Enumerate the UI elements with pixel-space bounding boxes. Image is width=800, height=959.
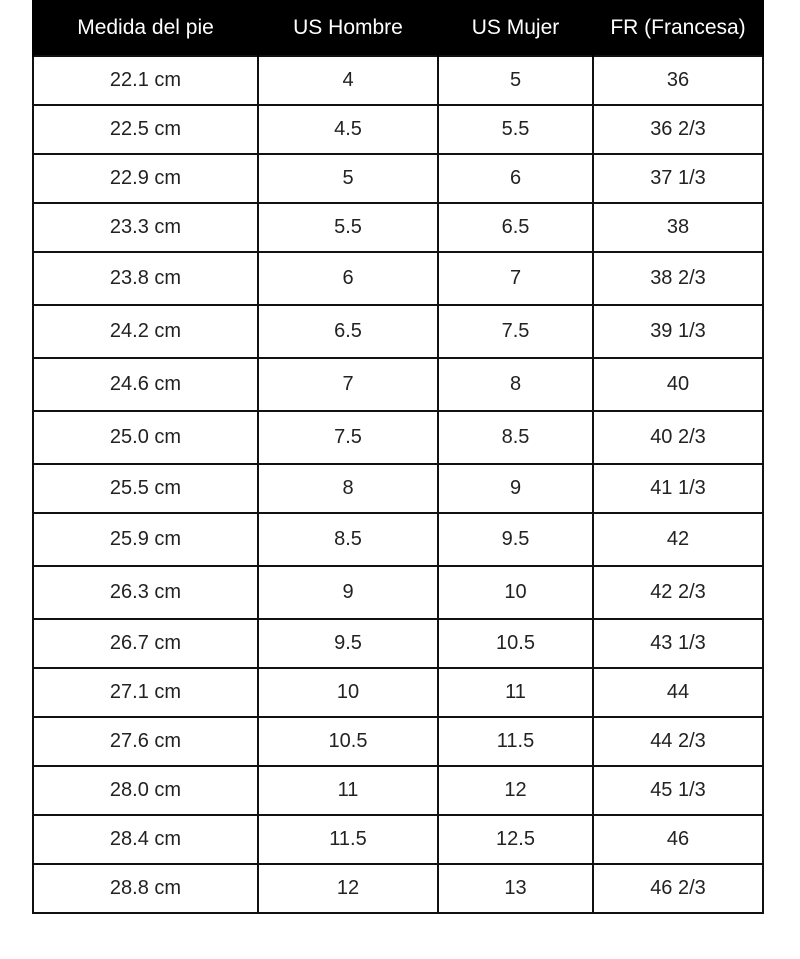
cell-fr: 44 2/3 bbox=[593, 717, 763, 766]
cell-us-men: 8 bbox=[258, 464, 438, 513]
cell-foot-length: 22.5 cm bbox=[33, 105, 258, 154]
cell-us-men: 5 bbox=[258, 154, 438, 203]
table-row bbox=[33, 56, 763, 105]
cell-fr: 44 bbox=[593, 668, 763, 717]
table-row bbox=[33, 864, 763, 913]
table-row bbox=[33, 411, 763, 464]
table-body bbox=[33, 56, 763, 913]
table-row bbox=[33, 766, 763, 815]
cell-us-men: 9.5 bbox=[258, 619, 438, 668]
table-row bbox=[33, 305, 763, 358]
cell-foot-length: 25.0 cm bbox=[33, 411, 258, 464]
cell-us-women: 9 bbox=[438, 464, 593, 513]
size-table bbox=[32, 0, 764, 914]
cell-us-men: 8.5 bbox=[258, 513, 438, 566]
header-row bbox=[33, 0, 763, 56]
cell-fr: 41 1/3 bbox=[593, 464, 763, 513]
table-row bbox=[33, 105, 763, 154]
cell-foot-length: 28.4 cm bbox=[33, 815, 258, 864]
cell-us-women: 12.5 bbox=[438, 815, 593, 864]
table-header bbox=[33, 0, 763, 56]
cell-fr: 36 2/3 bbox=[593, 105, 763, 154]
cell-us-women: 7 bbox=[438, 252, 593, 305]
table-row bbox=[33, 252, 763, 305]
cell-us-women: 11 bbox=[438, 668, 593, 717]
cell-fr: 37 1/3 bbox=[593, 154, 763, 203]
cell-us-men: 4.5 bbox=[258, 105, 438, 154]
cell-foot-length: 25.9 cm bbox=[33, 513, 258, 566]
cell-foot-length: 27.6 cm bbox=[33, 717, 258, 766]
table-row bbox=[33, 815, 763, 864]
cell-us-men: 9 bbox=[258, 566, 438, 619]
cell-foot-length: 26.7 cm bbox=[33, 619, 258, 668]
cell-us-women: 7.5 bbox=[438, 305, 593, 358]
cell-fr: 39 1/3 bbox=[593, 305, 763, 358]
size-chart bbox=[32, 0, 762, 914]
table-row bbox=[33, 566, 763, 619]
table-row bbox=[33, 203, 763, 252]
cell-us-men: 11 bbox=[258, 766, 438, 815]
cell-fr: 36 bbox=[593, 56, 763, 105]
cell-us-women: 9.5 bbox=[438, 513, 593, 566]
cell-us-women: 8.5 bbox=[438, 411, 593, 464]
table-row bbox=[33, 513, 763, 566]
cell-us-women: 10.5 bbox=[438, 619, 593, 668]
cell-us-men: 10.5 bbox=[258, 717, 438, 766]
table-row bbox=[33, 154, 763, 203]
cell-us-men: 7 bbox=[258, 358, 438, 411]
table-row bbox=[33, 668, 763, 717]
cell-us-women: 6.5 bbox=[438, 203, 593, 252]
cell-foot-length: 28.0 cm bbox=[33, 766, 258, 815]
header-us-women: US Mujer bbox=[438, 0, 593, 56]
table-row bbox=[33, 464, 763, 513]
cell-us-women: 12 bbox=[438, 766, 593, 815]
cell-foot-length: 23.3 cm bbox=[33, 203, 258, 252]
header-us-men: US Hombre bbox=[258, 0, 438, 56]
cell-fr: 40 bbox=[593, 358, 763, 411]
cell-fr: 45 1/3 bbox=[593, 766, 763, 815]
cell-us-men: 12 bbox=[258, 864, 438, 913]
cell-us-men: 6.5 bbox=[258, 305, 438, 358]
table-row bbox=[33, 717, 763, 766]
cell-us-women: 10 bbox=[438, 566, 593, 619]
cell-fr: 42 2/3 bbox=[593, 566, 763, 619]
cell-fr: 40 2/3 bbox=[593, 411, 763, 464]
cell-foot-length: 28.8 cm bbox=[33, 864, 258, 913]
cell-fr: 43 1/3 bbox=[593, 619, 763, 668]
cell-fr: 42 bbox=[593, 513, 763, 566]
cell-us-men: 7.5 bbox=[258, 411, 438, 464]
header-foot-length: Medida del pie bbox=[33, 0, 258, 56]
cell-us-women: 11.5 bbox=[438, 717, 593, 766]
cell-fr: 38 bbox=[593, 203, 763, 252]
cell-foot-length: 23.8 cm bbox=[33, 252, 258, 305]
cell-us-women: 13 bbox=[438, 864, 593, 913]
cell-fr: 38 2/3 bbox=[593, 252, 763, 305]
table-row bbox=[33, 619, 763, 668]
cell-us-men: 10 bbox=[258, 668, 438, 717]
cell-fr: 46 bbox=[593, 815, 763, 864]
cell-us-women: 5 bbox=[438, 56, 593, 105]
cell-foot-length: 25.5 cm bbox=[33, 464, 258, 513]
cell-us-men: 6 bbox=[258, 252, 438, 305]
cell-us-men: 5.5 bbox=[258, 203, 438, 252]
cell-us-women: 8 bbox=[438, 358, 593, 411]
table-row bbox=[33, 358, 763, 411]
header-fr: FR (Francesa) bbox=[593, 0, 763, 56]
cell-foot-length: 22.1 cm bbox=[33, 56, 258, 105]
cell-foot-length: 26.3 cm bbox=[33, 566, 258, 619]
cell-foot-length: 27.1 cm bbox=[33, 668, 258, 717]
cell-us-men: 11.5 bbox=[258, 815, 438, 864]
cell-foot-length: 24.2 cm bbox=[33, 305, 258, 358]
cell-foot-length: 24.6 cm bbox=[33, 358, 258, 411]
cell-us-women: 6 bbox=[438, 154, 593, 203]
cell-fr: 46 2/3 bbox=[593, 864, 763, 913]
cell-foot-length: 22.9 cm bbox=[33, 154, 258, 203]
cell-us-men: 4 bbox=[258, 56, 438, 105]
cell-us-women: 5.5 bbox=[438, 105, 593, 154]
